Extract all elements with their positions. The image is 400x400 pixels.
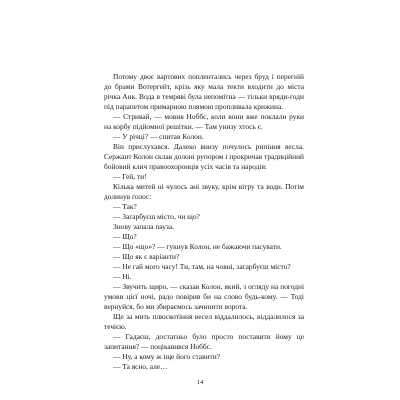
- paragraph-13: — Не гай мого часу! Ти, там, на човні, загарбуєш місто?: [113, 262, 291, 271]
- body-text: [104, 72, 304, 372]
- paragraph-17: — Гадаєш, достатньо було просто поставити йому це запитання? — поцікавився Ноббс.: [104, 332, 304, 351]
- paragraph-12: — Що як є варіанти?: [113, 252, 180, 261]
- paragraph-14: — Ні.: [113, 272, 132, 281]
- paragraph-10: — Що?: [113, 232, 137, 241]
- paragraph-18: — Ну, а кому ж іще його ставити?: [113, 352, 221, 361]
- paragraph-2: — Стривай, — мовив Ноббс, коли вони вже поклали руки на корбу підйомної решітки. — Там унизу хтось є.: [104, 112, 304, 131]
- paragraph-16: Ще за мить плюскотіння весел віддалилось, віддалилося за течією.: [104, 312, 304, 331]
- paragraph-9: Знову запала пауза.: [113, 222, 174, 231]
- paragraph-6: Кілька митей ні чулось ані звуку, крім вітру та води. Потім долинув голос:: [104, 182, 304, 201]
- page-number: 14: [196, 379, 204, 386]
- paragraph-3: — У річці? — спитав Колон.: [113, 132, 204, 141]
- paragraph-1: Потому двоє вартових поплентались через бруд і перегній до брами Вотергейт, крізь яку мала текти входити до міста річка Анк. Вода в темряві була непомітна — тільки вряди-годи під парапетом примарною плямою пропливала крижина.: [104, 72, 304, 111]
- paragraph-5: — Гей, ти!: [113, 172, 147, 181]
- paragraph-11: — Що «що»? — гукнув Колон, не бажаючи пасувати.: [113, 242, 282, 251]
- paragraph-19: — Та ясно, але…: [113, 362, 168, 371]
- paragraph-8: — Загарбуєш місто, чи що?: [113, 212, 200, 221]
- paragraph-4: Він прислухався. Далеко внизу почулось рипіння весла. Сержант Колон склав долоні рупором і прокричав традиційний бойовий клич правоохоронців усіх часів та народів:: [104, 142, 304, 171]
- paragraph-15: — Звучить щиро, — сказав Колон, який, з огляду на погодні умови цієї ночі, радо повірив би на слово будь-кому. — Тоді вернуйся, бо ми збираємось зачинити ворота.: [104, 282, 304, 311]
- paragraph-7: — Так?: [113, 202, 137, 211]
